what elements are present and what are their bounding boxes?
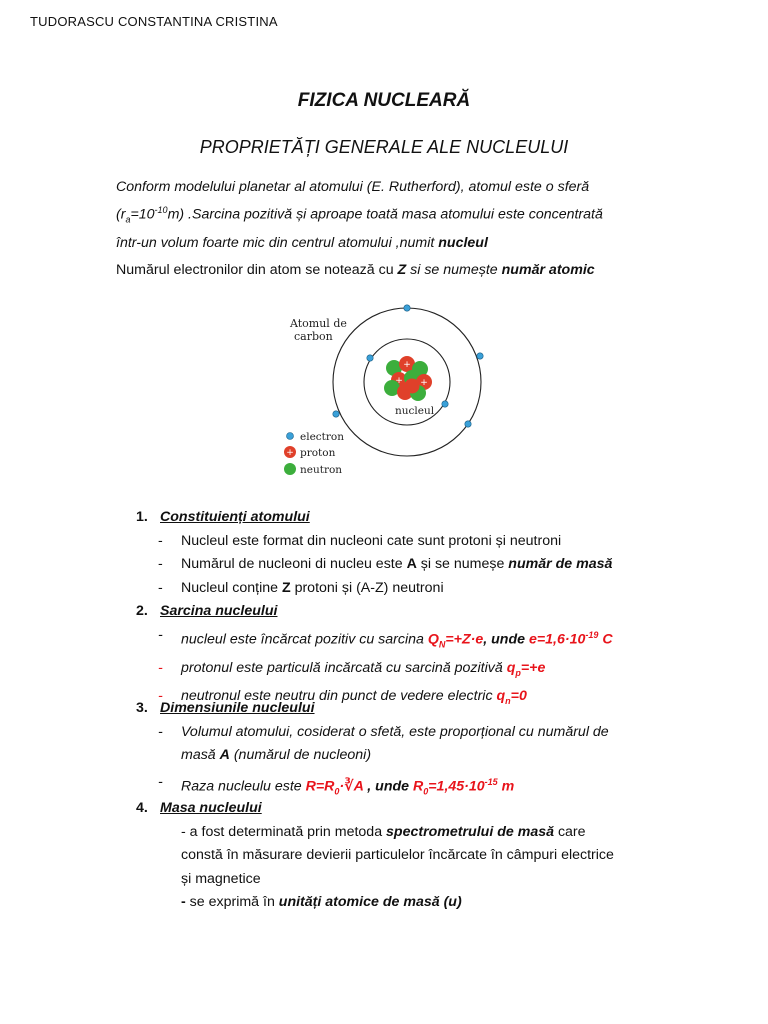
list-item: - Nucleul este format din nucleoni cate sunt protoni și neutroni [158,532,562,549]
author-header: TUDORASCU CONSTANTINA CRISTINA [30,14,278,29]
legend-neutron-icon [284,463,296,475]
section-dimensions [136,697,676,804]
carbon-atom-diagram [262,296,522,486]
svg-text:+: + [420,378,428,388]
list-item: - Raza nucleulu este $R=R_0\cdot∛A$ , unde $R_0=1,45\cdot 10^{-15}$ m [158,773,515,797]
section-constituents [136,506,676,600]
section-2-title: 2. Sarcina nucleului [136,603,278,619]
list-item: - neutronul este neutru din punct de vedere electric $q_n=0$ [158,687,527,706]
legend-neutron-label: neutron [300,464,343,476]
atom-svg [262,296,522,486]
nucleus-label: nucleul [395,405,435,417]
diagram-title-line1: Atomul de [290,317,347,330]
svg-text:+: + [286,448,294,458]
mass-description: - a fost determinată prin metoda spectrometrului de masă care constă în măsurare devierii particulelor încărcate în câmpuri electrice și magnetice - se exprimă în unități atomice de masă (u) [181,823,614,910]
svg-text:+: + [395,376,403,386]
legend-proton-label: proton [300,447,336,459]
list-item: - Numărul de nucleoni di nucleu este A și se numeșe număr de masă [158,556,613,572]
intro-paragraph: Conform modelului planetar al atomului (E. Rutherford), atomul este o sferă $(r_a=10^{-10}m)$ .Sarcina pozitivă și aproape toată masa atomului este concentrată într-un volum foarte mic din centrul atomului ,numit nucleul [116,179,603,251]
svg-text:+: + [403,360,411,370]
legend-electron-label: electron [300,431,344,443]
list-item: - protonul este particulă incărcată cu sarcină pozitivă $q_p=+e$ [158,659,546,678]
list-item: - Nucleul conține Z protoni și (A-Z) neutroni [158,579,444,596]
diagram-title-line2: carbon [294,330,333,343]
section-1-title: 1. Constituienți atomului [136,509,310,525]
nucleul-term: nucleul [438,234,488,251]
section-mass [136,797,676,915]
atomic-number-paragraph: Numărul electronilor din atom se notează cu Z si se numește număr atomic [116,262,595,278]
list-item: - nucleul este încărcat pozitiv cu sarcina $Q_N=+Z\cdot e$, unde $e=1,6\cdot 10^{-19}$ C [158,626,613,650]
nucleus-cluster [384,356,432,401]
page-title: FIZICA NUCLEARĂ [297,90,471,111]
legend-electron-icon [287,433,294,440]
page-subtitle: PROPRIETĂȚI GENERALE ALE NUCLEULUI [199,137,569,157]
section-3-title: 3. Dimensiunile nucleului [136,700,315,716]
section-4-title: 4. Masa nucleului [136,800,262,816]
list-item: - Volumul atomului, cosiderat o sfetă, este proporțional cu numărul de masă A (numărul de nucleoni) [158,723,609,763]
